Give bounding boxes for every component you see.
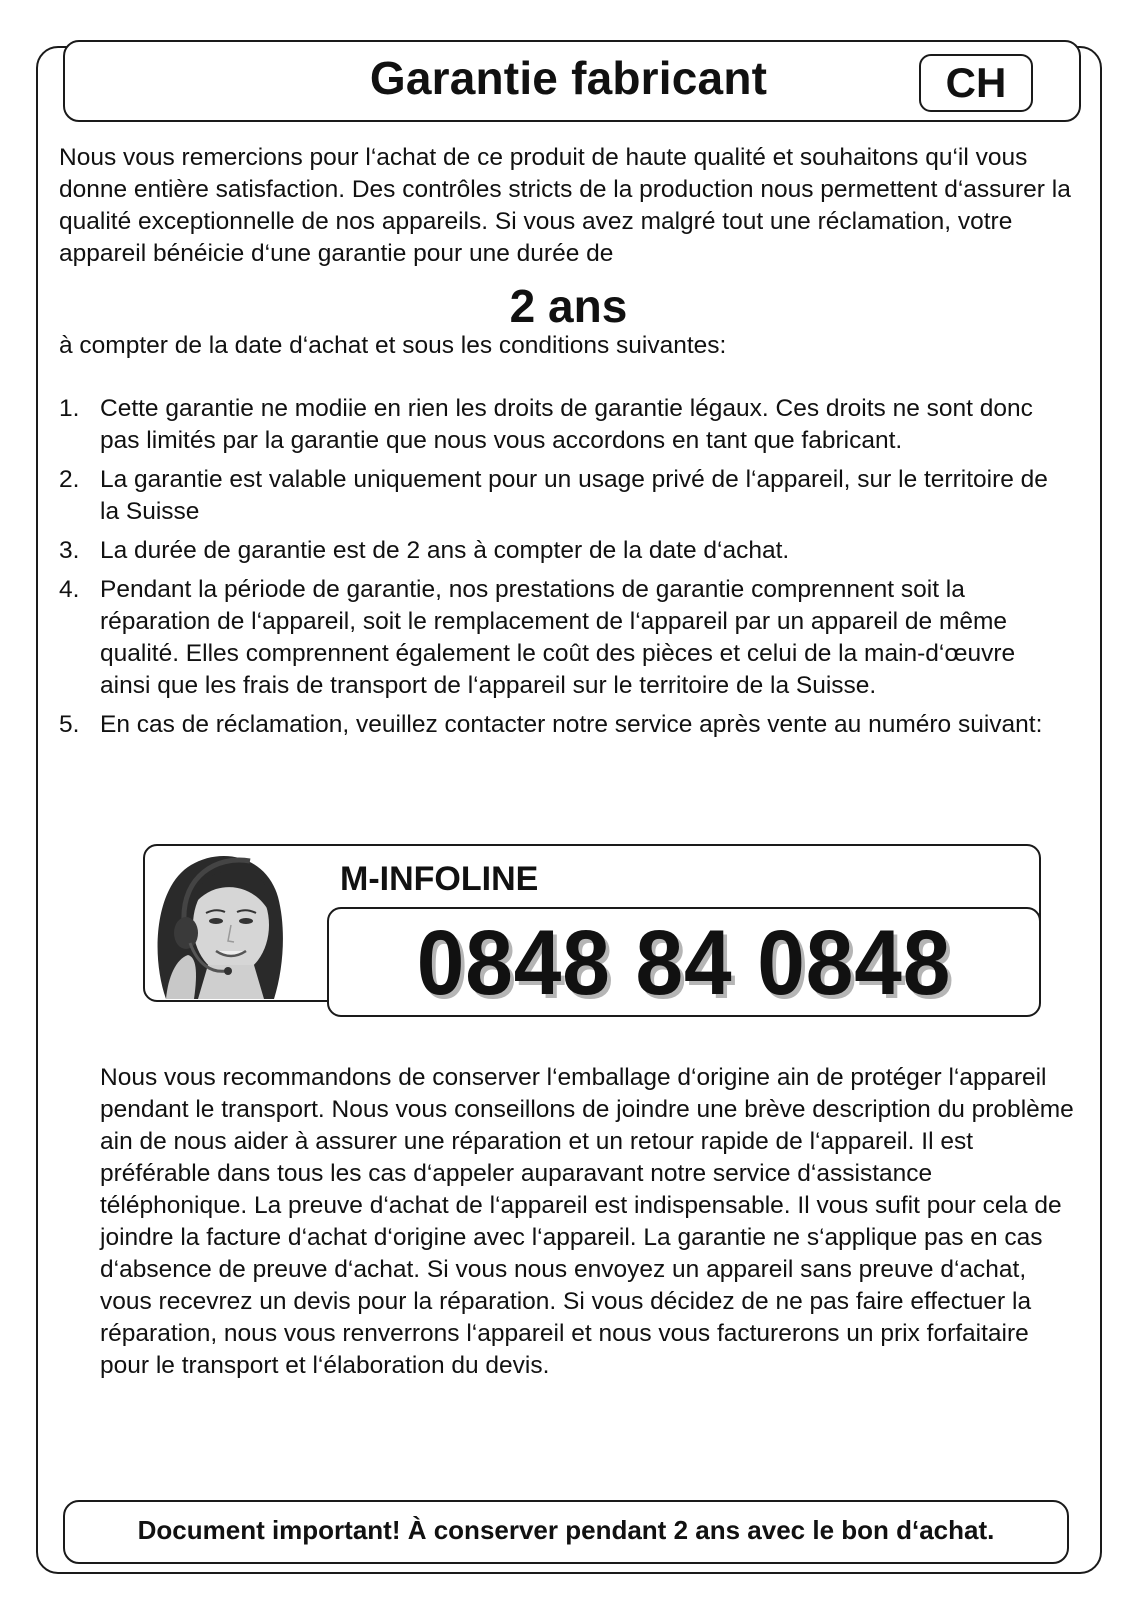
condition-number: 1.: [59, 395, 80, 422]
hotline-phone-number[interactable]: 0848 84 0848: [416, 912, 952, 1014]
support-agent-photo-icon: [146, 847, 316, 999]
condition-text: La durée de garantie est de 2 ans à compter de la date d‘achat.: [100, 537, 790, 564]
condition-item: [59, 574, 1069, 702]
condition-item: [59, 535, 1069, 567]
condition-number: 2.: [59, 466, 80, 493]
country-badge: CH: [919, 54, 1033, 112]
condition-item: [59, 464, 1069, 528]
condition-item: [59, 709, 1069, 741]
intro-paragraph: Nous vous remercions pour l‘achat de ce produit de haute qualité et souhaitons qu‘il vous donne entière satisfaction. Des contrôles stricts de la production nous permettent d‘assurer la qualité exceptionnelle de nos appareils. Si vous avez malgré tout une réclamation, votre appareil bénéicie d‘une garantie pour une durée de: [59, 144, 1071, 267]
condition-text: En cas de réclamation, veuillez contacter notre service après vente au numéro suivant:: [100, 711, 1043, 738]
hotline-label: M-INFOLINE: [340, 860, 539, 898]
condition-item: [59, 393, 1069, 457]
footer-notice: Document important! À conserver pendant 2 ans avec le bon d‘achat.: [137, 1515, 995, 1545]
condition-number: 5.: [59, 711, 80, 738]
conditions-list: [59, 393, 1069, 748]
notes-paragraph: Nous vous recommandons de conserver l‘emballage d‘origine ain de protéger l‘appareil pendant le transport. Nous vous conseillons de joindre une brève description du problème ain de nous aider à assurer une réparation et un retour rapide de l‘appareil. Il est préférable dans tous les cas d‘appeler auparavant notre service d‘assistance téléphonique. La preuve d‘achat de l‘appareil est indispensable. Il vous sufit pour cela de joindre la facture d‘achat d‘origine avec l‘appareil. La garantie ne s‘applique pas en cas d‘absence de preuve d‘achat. Si vous nous envoyez un appareil sans preuve d‘achat, vous recevrez un devis pour la réparation. Si vous décidez de ne pas faire effectuer la réparation, nous vous renverrons l‘appareil et nous vous facturerons un prix forfaitaire pour le transport et l‘élaboration du devis.: [100, 1064, 1074, 1379]
conditions-intro: à compter de la date d‘achat et sous les conditions suivantes:: [59, 332, 727, 359]
condition-number: 3.: [59, 537, 80, 564]
condition-text: Cette garantie ne modiie en rien les droits de garantie légaux. Ces droits ne sont donc pas limités par la garantie que nous vous accordons en tant que fabricant.: [100, 395, 1033, 454]
condition-number: 4.: [59, 576, 80, 603]
condition-text: La garantie est valable uniquement pour un usage privé de l‘appareil, sur le territoire de la Suisse: [100, 466, 1048, 525]
condition-text: Pendant la période de garantie, nos prestations de garantie comprennent soit la réparation de l‘appareil, soit le remplacement de l‘appareil par un appareil de même qualité. Elles comprennent également le coût des pièces et celui de la main-d‘œuvre ainsi que les frais de transport de l‘appareil sur le territoire de la Suisse.: [100, 576, 1016, 699]
page-title: Garantie fabricant: [369, 52, 768, 104]
warranty-duration: 2 ans: [509, 280, 628, 332]
